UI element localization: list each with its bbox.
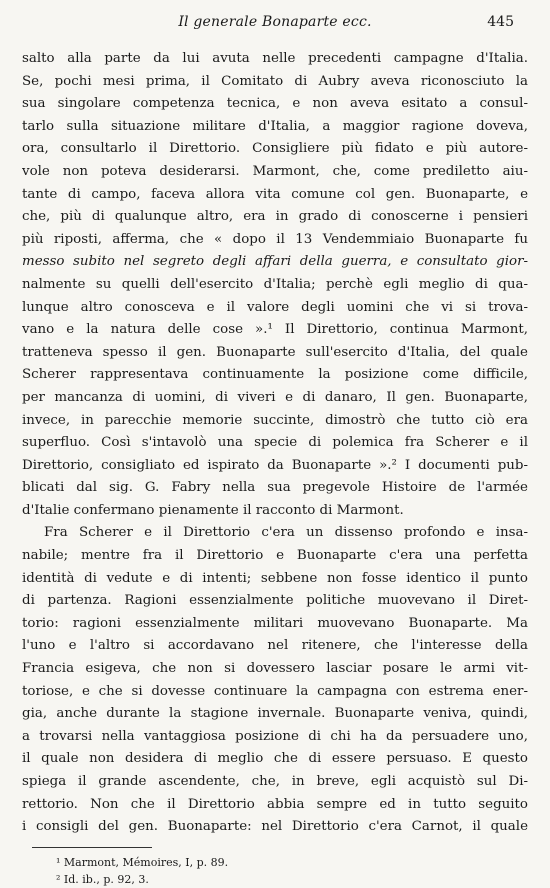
footnote: ² Id. ib., p. 92, 3. xyxy=(56,872,149,886)
text-line: nabile; mentre fra il Direttorio e Buonaparte c'era una perfetta xyxy=(22,548,528,564)
text-line: l'uno e l'altro si accordavano nel ritenere, che l'interesse della xyxy=(22,638,528,654)
text-line: torio: ragioni essenzialmente militari muovevano Buonaparte. Ma xyxy=(22,615,528,631)
footnote-divider xyxy=(32,847,152,848)
text-line: Scherer rappresentava continuamente la posizione come difficile, xyxy=(22,367,528,383)
text-line: a trovarsi nella vantaggiosa posizione di chi ha da persuadere uno, xyxy=(22,728,528,744)
text-line: blicati dal sig. G. Fabry nella sua pregevole Histoire de l'armée xyxy=(22,480,528,496)
text-line: d'Italie confermano pienamente il racconto di Marmont. xyxy=(22,502,404,518)
text-line: vole non poteva desiderarsi. Marmont, che, come prediletto aiu- xyxy=(22,163,528,179)
text-line: Francia esigeva, che non si dovessero lasciar posare le armi vit- xyxy=(22,661,528,677)
text-line: vano e la natura delle cose ».¹ Il Direttorio, continua Marmont, xyxy=(22,322,528,338)
text-line: identità di vedute e di intenti; sebbene non fosse identico il punto xyxy=(22,570,528,586)
text-line: superfluo. Così s'intavolò una specie di polemica fra Scherer e il xyxy=(22,435,528,451)
text-line: Direttorio, consigliato ed ispirato da Buonaparte ».² I documenti pub- xyxy=(22,457,528,473)
main-text xyxy=(22,48,528,839)
footnotes xyxy=(22,854,528,888)
text-line: tante di campo, faceva allora vita comune col gen. Buonaparte, e xyxy=(22,186,528,202)
text-line: tratteneva spesso il gen. Buonaparte sull'esercito d'Italia, del quale xyxy=(22,344,528,360)
text-line: messo subito nel segreto degli affari della guerra, e consultato gior- xyxy=(22,254,528,270)
text-line: più riposti, afferma, che « dopo il 13 Vendemmiaio Buonaparte fu xyxy=(22,231,528,247)
text-line: invece, in parecchie memorie succinte, dimostrò che tutto ciò era xyxy=(22,412,528,428)
text-line: il quale non desidera di meglio che di essere persuaso. E questo xyxy=(22,751,528,767)
text-line: per mancanza di uomini, di viveri e di danaro, Il gen. Buonaparte, xyxy=(22,389,528,405)
text-line: lunque altro conosceva e il valore degli uomini che vi si trova- xyxy=(22,299,528,315)
text-line: rettorio. Non che il Direttorio abbia sempre ed in tutto seguito xyxy=(22,796,528,812)
text-line: Se, pochi mesi prima, il Comitato di Aubry aveva riconosciuto la xyxy=(22,73,528,89)
text-line: sua singolare competenza tecnica, e non aveva esitato a consul- xyxy=(22,96,528,112)
text-line: tarlo sulla situazione militare d'Italia, a maggior ragione doveva, xyxy=(22,118,528,134)
running-title: Il generale Bonaparte ecc. xyxy=(178,14,372,30)
page-number: 445 xyxy=(487,14,514,30)
text-line: gia, anche durante la stagione invernale. Buonaparte veniva, quindi, xyxy=(22,706,528,722)
text-line: i consigli del gen. Buonaparte: nel Direttorio c'era Carnot, il quale xyxy=(22,819,528,835)
text-line: ora, consultarlo il Direttorio. Consigliere più fidato e più autore- xyxy=(22,141,528,157)
text-line: spiega il grande ascendente, che, in breve, egli acquistò sul Di- xyxy=(22,774,528,789)
text-line: Fra Scherer e il Direttorio c'era un dissenso profondo e insa- xyxy=(44,525,528,541)
page-header xyxy=(22,14,528,36)
footnote: ¹ Marmont, Mémoires, I, p. 89. xyxy=(56,855,229,869)
text-line: salto alla parte da lui avuta nelle precedenti campagne d'Italia. xyxy=(22,51,528,66)
text-line: nalmente su quelli dell'esercito d'Italia; perchè egli meglio di qua- xyxy=(22,276,528,292)
text-line: che, più di qualunque altro, era in grado di conoscerne i pensieri xyxy=(22,209,528,225)
text-line: di partenza. Ragioni essenzialmente politiche muovevano il Diret- xyxy=(22,593,528,609)
text-line: toriose, e che si dovesse continuare la campagna con estrema ener- xyxy=(22,683,528,699)
